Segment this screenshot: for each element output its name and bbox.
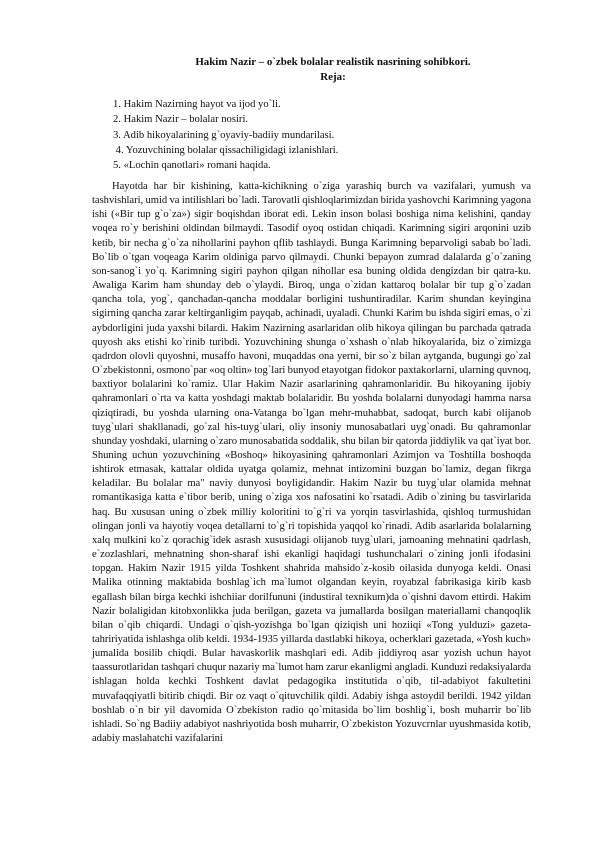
plan-list	[113, 97, 533, 173]
plan-item: 1. Hakim Nazirning hayot va ijod yo`li.	[113, 99, 281, 110]
plan-item: 2. Hakim Nazir – bolalar nosiri.	[113, 114, 249, 126]
plan-item: 4. Yozuvchining bolalar qissachiligidagi izlanishlari.	[113, 144, 339, 156]
title-heading: Hakim Nazir – o`zbek bolalar realistik nasrining sohibkori.	[195, 56, 471, 68]
document-title	[108, 55, 558, 85]
plan-item: 5. «Lochin qanotlari» romani haqida.	[113, 160, 271, 172]
plan-item: 3. Adib hikoyalarining g`oyaviy-badiiy mundarilasi.	[113, 129, 335, 141]
body-paragraph: Hayotda har bir kishining, katta-kichikning o`ziga yarashiq burch va vazifalari, yumush va tashvishlari, umid va intilishlari bo`ladi. Tarovatli qishloqlarimizdan birida yashovchi Karimning yagona ishi («Bir tup g`o`za») sigir boqishdan iborat edi. Lekin inson bolasi boshiga nima kelishini, qanday voqea ro`y berishini oldindan bilmaydi. Tasodif oyoq ostidan chiqadi. Karimning sigiri arqonini uzib ketib, bir necha g`o`za nihollarini payhon qflib tashlaydi. Bunga Karimning beparvoligi sabab bo`ladi. Bo`lib o`tgan voqeaga Karim oldiniga parvo qilmaydi. Chunki bepayon zumrad dalalarda g`o`zaning son-sanog`i yo`q. Karimning sigiri payhon qilgan nihollar esa buning oldida dengizdan bir qatra-ku. Awaliga Karim ham shunday deb o`ylaydi. Biroq, unga o`zidan kattaroq bolalar bir tup g`o`zadan qancha tola, yog`, qanchadan-qancha moddalar borligini tushuntiradilar. Karim shundan keyingina sigirning qancha zarar keltirganligim payqab, achinadi, uyaladi. Chunki Karim bu ishda sigiri emas, o`zi aybdorligini juda yaxshi bilardi. Hakim Nazirning asarlaridan olib hikoya qilingan bu parchada qatrada quyosh aks etishi ko`rinib turibdi. Yozuvchining shunga o`xshash o`nlab hikoyalarida, biz o`zimizga qadrdon olovli quyoshni, musaffo havoni, muqaddas ona yerni, bir so`z bilan aytganda, bugungi go`zal O`zbekistonni, osmono`par «oq oltin» tog`lari bunyod etayotgan fidokor paxtakorlarni, ularning quvnoq, baxtiyor bolalarini ko`ramiz. Ular Hakim Nazir asarlarining qahramonlaridir. Bu hikoyaning ijobiy qahramonlari o`rta va katta yoshdagi maktab bolalaridir. Bu yoshda bolalarni dunyodagi hamma narsa qiziqtiradi, bu yoshda ularning ona-Vatanga bo`lgan mehr-muhabbat, sadoqat, burch kabi olijanob tuyg`ulari shakllanadi, go`zal his-tuyg`ulari, oliy insoniy munosabatlari uyg`onadi. Bu qahramonlar shunday yoshdaki, ularning o`zaro munosabatida soddalik, shu bilan bir qatorda jiddiylik va qat`iyat bor. Shuning uchun yozuvchining «Boshoq» hikoyasining qahramonlari Azimjon va Toshtilla boshoqda ishtirok etmasak, kattalar oldida uyatga qolamiz, mehnat intizomini buzgan bo`lamiz, degan fikrga keladilar. Bu bolalar ma" naviy dunyosi boyligidandir. Hakim Nazir bu tuyg`ular olamida mehnat romantikasiga katta e`tibor berib, uning o`ziga xos nafosatini ko`rsatadi. Adib o`zining bu tasvirlarida haq. Bu xususan uning o`zbek milliy koloritini to`g`ri va yorqin tasvirlashida, qishloq turmushidan olingan jonli va hayotiy voqea detallarni to`g`ri topishida yaqqol ko`rinadi. Adib asarlarida bolalarning xalq mulkini ko`z qorachig`idek asrash xususidagi olijanob tuyg`ulari, jamoaning mehnatini qadrlash, e`zozlashlari, mehnatning shon-sharaf ishi ekanligi haqidagi tushunchalari o`zining jonli ifodasini topgan. Hakim Nazir 1915 yilda Toshkent shahrida mahsido`z-kosib oilasida dunyoga keldi. Onasi Malika otinning maktabida boshlag`ich ma`lumot olgandan keyin, royabzal fabrikasiga kirib kasb egallash bilan birga kechki ishchiiar dorilfununi (industiral texnikum)da o`qishni davom ettirdi. Hakim Nazir bolaligidan kitobxonlikka juda berilgan, gazeta va jumallarda bosilgan materiallami chanqoqlik bilan o`qib chiqardi. Undagi o`qish-yozishga bo`lgan qiziqish uni hoziiqi «Tong yulduzi» gazeta-tahririyatida ishlashga olib keldi. 1934-1935 yillarda dastlabki hikoya, ocherklari gazetada, «Yosh kuch» jumalida bosilib chiqdi. Bular havaskorlik mashqlari edi. Adib jiddiyroq asar yozish uchun hayot taassurotlaridan tashqari chuqur nazariy ma`lumot ham zarur ekanligmi angladi. Kunduzi redaksiyalarda ishlagan holda kechki Toshkent davlat pedagogika institutida o`qib, til-adabiyot fakultetini muvafaqqiyatli bitirib chiqdi. Bir oz vaqt o`qituvchilik qildi. Adabiy ishga astoydil berildi. 1942 yildan boshlab o`n bir yil davomida O`zbekiston radio qo`mitasida bo`lim boshlig`i, bosh muharrir bo`lib ishladi. So`ng Badiiy adabiyot nashriyotida bosh muharrir, O`zbekiston Yozuvcrnlar uyushmasida kotib, adabiy maslahatchi vazifalarini	[92, 181, 531, 745]
plan-heading: Reja:	[320, 71, 346, 83]
